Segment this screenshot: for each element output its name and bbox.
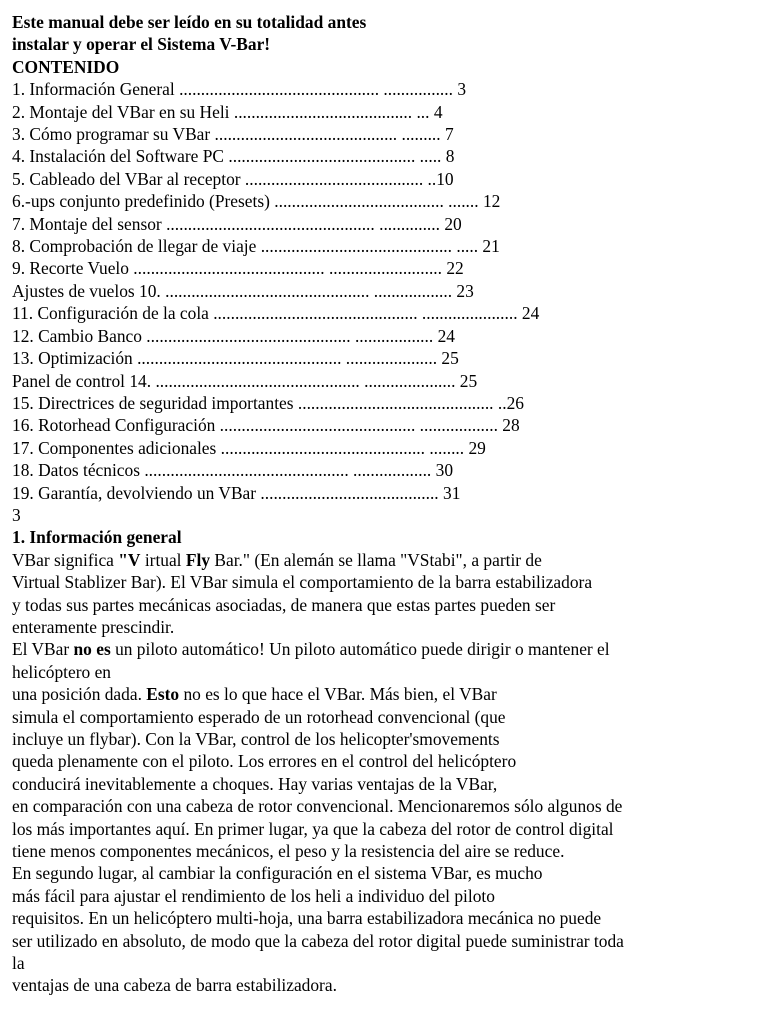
- toc-entry: 5. Cableado del VBar al receptor ......................................... ..10: [12, 168, 454, 189]
- body-line: helicóptero en: [12, 661, 111, 682]
- body-line: Virtual Stablizer Bar). El VBar simula el comportamiento de la barra estabilizadora: [12, 572, 593, 593]
- body-line: más fácil para ajustar el rendimiento de los heli a individuo del piloto: [12, 885, 495, 906]
- header-line-2: instalar y operar el Sistema V-Bar!: [12, 34, 271, 55]
- body-text-bold: no es: [73, 639, 111, 660]
- toc-entry: 6.-ups conjunto predefinido (Presets) ....................................... ....... 12: [12, 191, 501, 212]
- body-text: una posición dada.: [12, 684, 147, 705]
- body-line: ventajas de una cabeza de barra estabilizadora.: [12, 975, 337, 996]
- body-line: enteramente prescindir.: [12, 616, 175, 637]
- section-title: 1. Información general: [12, 527, 182, 548]
- body-text-bold: "V: [118, 549, 141, 570]
- toc-entry: 12. Cambio Banco ............................................... .................. 24: [12, 325, 455, 346]
- body-text: un piloto automático! Un piloto automático puede dirigir o mantener el: [110, 639, 610, 660]
- table-of-contents: [12, 78, 756, 504]
- toc-entry: Ajustes de vuelos 10. ............................................... .................. 23: [12, 280, 474, 301]
- toc-entry: 17. Componentes adicionales ............................................... ........ 29: [12, 437, 486, 458]
- body-line: ser utilizado en absoluto, de modo que la cabeza del rotor digital puede suministrar toda: [12, 930, 624, 951]
- body-line: En segundo lugar, al cambiar la configuración en el sistema VBar, es mucho: [12, 863, 543, 884]
- toc-entry: 1. Información General .............................................. ................ 3: [12, 79, 467, 100]
- header-line-1: Este manual debe ser leído en su totalidad antes: [12, 12, 367, 32]
- body-text: Bar." (En alemán se llama "VStabi", a partir de: [210, 549, 542, 570]
- page-number: 3: [12, 504, 21, 525]
- body-line: requisitos. En un helicóptero multi-hoja, una barra estabilizadora mecánica no puede: [12, 908, 602, 929]
- body-text-bold: Fly: [185, 549, 211, 570]
- toc-entry: 18. Datos técnicos ............................................... .................. 30: [12, 460, 454, 481]
- toc-entry: 4. Instalación del Software PC ........................................... ..... 8: [12, 146, 455, 167]
- body-line: queda plenamente con el piloto. Los errores en el control del helicóptero: [12, 751, 517, 772]
- body-line: [12, 549, 756, 571]
- toc-entry: 16. Rotorhead Configuración ............................................. .................. 28: [12, 415, 520, 436]
- toc-entry: 11. Configuración de la cola ............................................... ...................... 24: [12, 303, 540, 324]
- toc-entry: 3. Cómo programar su VBar .......................................... ......... 7: [12, 124, 454, 145]
- body-line: tiene menos componentes mecánicos, el peso y la resistencia del aire se reduce.: [12, 841, 565, 862]
- body-line: la: [12, 953, 25, 974]
- document-header: [12, 11, 756, 78]
- toc-entry: 9. Recorte Vuelo ............................................ .......................... 22: [12, 258, 464, 279]
- body-line: incluye un flybar). Con la VBar, control de los helicopter'smovements: [12, 729, 500, 749]
- body-text: no es lo que hace el VBar. Más bien, el VBar: [179, 684, 497, 705]
- toc-entry: 19. Garantía, devolviendo un VBar ......................................... 31: [12, 482, 461, 503]
- contents-title: CONTENIDO: [12, 56, 120, 77]
- body-line: los más importantes aquí. En primer lugar, ya que la cabeza del rotor de control digital: [12, 818, 614, 839]
- body-line: [12, 683, 756, 705]
- body-line: [12, 638, 756, 660]
- toc-entry: 8. Comprobación de llegar de viaje ............................................ ..... 21: [12, 236, 500, 257]
- body-text: irtual: [140, 549, 186, 570]
- toc-entry: 2. Montaje del VBar en su Heli ......................................... ... 4: [12, 101, 443, 122]
- body-line: simula el comportamiento esperado de un rotorhead convencional (que: [12, 706, 506, 727]
- body-line: y todas sus partes mecánicas asociadas, de manera que estas partes pueden ser: [12, 594, 556, 615]
- body-line: conducirá inevitablemente a choques. Hay varias ventajas de la VBar,: [12, 773, 498, 794]
- body-text: El VBar: [12, 639, 74, 660]
- body-line: en comparación con una cabeza de rotor convencional. Mencionaremos sólo algunos de: [12, 796, 623, 817]
- toc-entry: Panel de control 14. ............................................... ..................... 25: [12, 370, 478, 391]
- toc-entry: 7. Montaje del sensor ................................................ .............. 20: [12, 213, 462, 234]
- toc-entry: 15. Directrices de seguridad importantes ............................................. ..26: [12, 392, 524, 413]
- body-text-bold: Esto: [146, 684, 180, 705]
- body-text: VBar significa: [12, 549, 119, 570]
- toc-entry: 13. Optimización ............................................... ..................... 25: [12, 348, 459, 369]
